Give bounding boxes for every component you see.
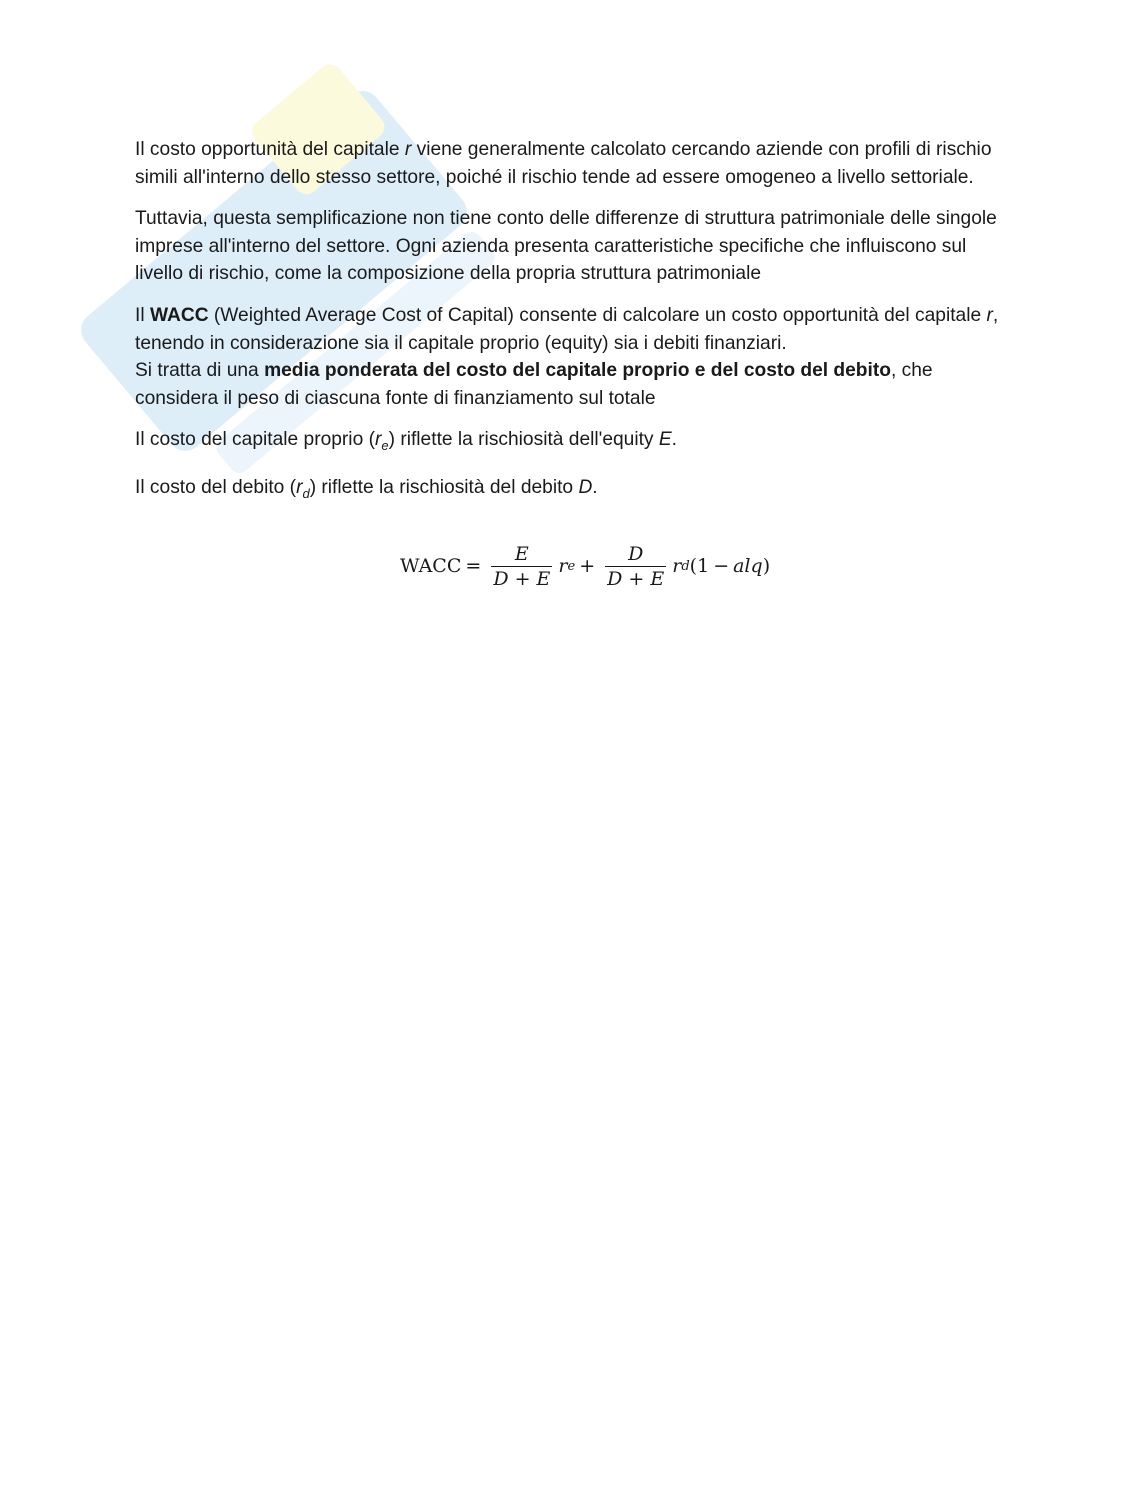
paragraph-simplification [135,205,1015,288]
bold-phrase: media ponderata del costo del capitale proprio e del costo del debito [264,360,891,382]
wacc-formula [400,536,770,596]
formula-equals: = [465,555,482,577]
formula-paren-close: ) [762,555,771,577]
text: Il costo del debito ( [135,476,297,498]
paragraph-cost-of-debt [135,474,1015,507]
formula-plus: + [579,555,596,577]
formula-r-d: r [672,555,682,577]
text: Il costo opportunità del capitale [135,139,405,160]
variable-r: r [404,139,412,160]
subscript-e: e [381,438,389,454]
formula-subscript-d: d [681,558,690,574]
formula-alq: alq [733,555,763,577]
text: Il [135,304,150,326]
paragraph-opportunity-cost [135,136,1015,191]
text: Si tratta di una [135,360,265,382]
formula-minus: − [713,555,730,577]
fraction-debt-weight [605,542,666,591]
paragraph-wacc-definition [135,302,1015,357]
formula-r-e: r [558,555,568,577]
formula-lhs: WACC [400,555,462,577]
variable-r: r [374,429,382,451]
wacc-term: WACC [149,304,209,326]
text: viene generalmente calcolato cercando aziende con profili di rischio simili all'interno dello stesso settore, poiché il rischio tende ad essere omogeneo a livello settoriale. [135,139,992,188]
variable-r: r [986,304,993,326]
variable-E: E [658,429,672,451]
paragraph-cost-of-equity [135,426,1015,459]
fraction-numerator: E [514,542,529,565]
fraction-denominator: D + E [493,567,551,590]
text: , che considera il peso di ciascuna fonte di finanziamento sul totale [135,360,933,409]
text: Il costo del capitale proprio ( [135,429,375,451]
paragraph-weighted-average [135,357,1015,412]
text: . [671,429,678,451]
formula-paren-open: (1 [689,555,710,577]
document-body [135,136,1015,521]
text: ) riflette la rischiosità dell'equity [388,429,659,451]
variable-r: r [296,476,303,498]
fraction-equity-weight [491,542,552,591]
text: , tenendo in considerazione sia il capitale proprio (equity) sia i debiti finanziari. [135,304,999,354]
text: . [592,476,598,498]
text: (Weighted Average Cost of Capital) consente di calcolare un costo opportunità del capitale [208,304,987,326]
fraction-denominator: D + E [607,567,665,590]
text: ) riflette la rischiosità del debito [309,476,579,498]
text: Tuttavia, questa semplificazione non tiene conto delle differenze di struttura patrimoniale delle singole imprese all'interno del settore. Ogni azienda presenta caratteristiche specifiche che influiscono sul livello di rischio, come la composizione della propria struttura patrimoniale [135,208,997,285]
subscript-d: d [302,485,310,501]
fraction-numerator: D [628,542,644,565]
variable-D: D [578,476,593,498]
formula-subscript-e: e [567,558,576,574]
